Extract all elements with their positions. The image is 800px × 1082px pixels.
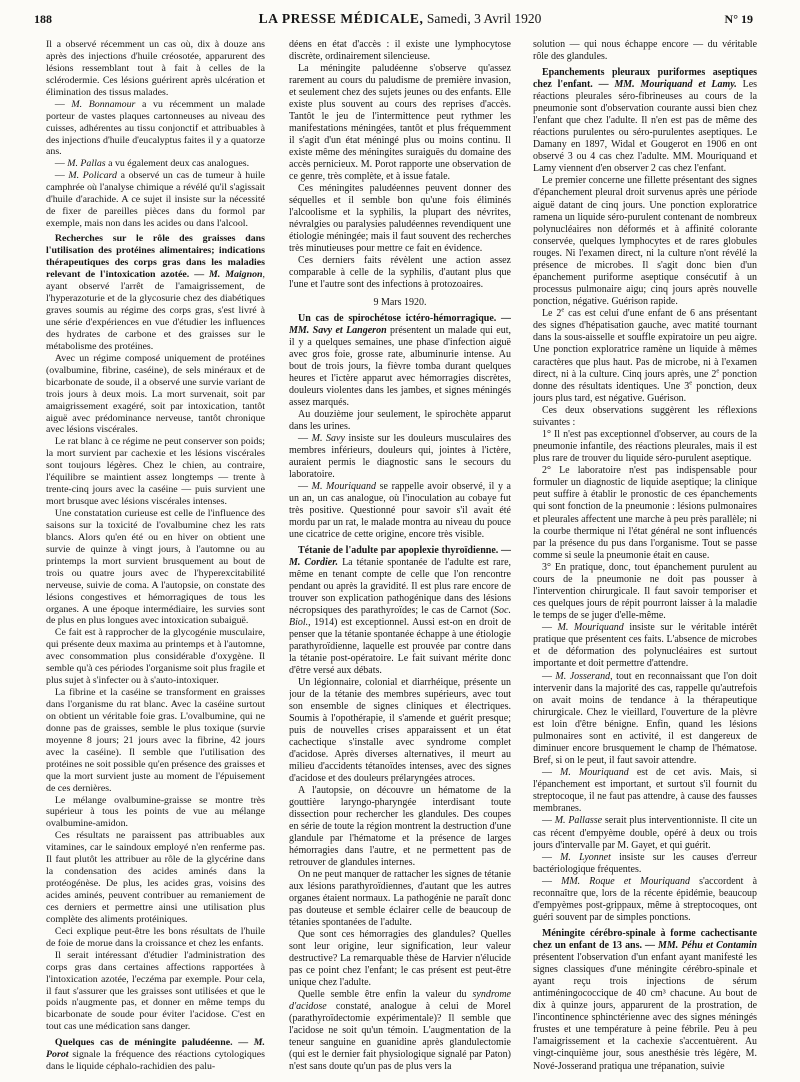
paragraph: [46, 508, 265, 627]
paragraph: [289, 433, 511, 481]
paragraph: [46, 687, 265, 794]
text-run: —: [298, 433, 312, 444]
paragraph: [533, 175, 757, 308]
text-run: La fibrine et la caséine se transforment en graisses dans l'organisme du rat blanc. Avec la caséine surtout on obtient un véritable foie gras. L'ovalbumine, qui ne donne pas de graisses, semble le plus toxique (survie moyenne 8 jours; 21 jours avec la fibrine, 42 jours avec la caséine). Il semble que l'utilisation des protéines ne soit possible qu'en présence des graisses et que la mort survient juste au moment de l'épuisement de ces dernières.: [46, 687, 265, 794]
paragraph: [46, 436, 265, 508]
text-run: , ayant observé l'arrêt de l'amaigrissement, de l'hyperazoturie et de la glycosurie chez des diabétiques graves soumis au régime des corps gras, s'est livré à une série d'expériences en vue d'étudier les influences des hydrates de carbone et des graisses sur le métabolisme des protéines.: [46, 269, 265, 352]
text-run: déens en état d'accès : il existe une lymphocytose discrète, ordinairement silencieuse.: [289, 39, 511, 62]
paragraph: [533, 815, 757, 851]
paragraph: [289, 869, 511, 929]
text-run: Un légionnaire, colonial et diarrhéique, présente un jour de la tétanie des membres supérieurs, avec tout son ensemble de signes cliniques et électriques. Soumis à l'opothérapie, il s'amende et guérit presque; puis de nouvelles crises apparaissent et un état cachectique s'installe avec syndrome complet d'acidose. Après diverses alternatives, il meurt au milieu d'accidents tétanoïdes intenses, avec des signes d'acidose et des douleurs prélaryngées atroces.: [289, 676, 511, 784]
author-name: MM. Savy et Langeron: [289, 325, 387, 336]
paragraph: [46, 353, 265, 437]
text-run: Au douzième jour seulement, le spirochète apparut dans les urines.: [289, 409, 511, 432]
issue-number: N° 19: [724, 12, 753, 26]
text-run: Le premier concerne une fillette présentant des signes d'épanchement pleural droit survenus après une période aiguë datant de cinq jours. Une ponction exploratrice ramena un liquide séro-purulent contenant de nombreux polynucléaires non déformés et à affinité colorante conservée, quelques lymphocytes et de rares globules rouges. Ni l'examen direct, ni la culture n'ont révélé la présence de microbes. Il s'agit donc bien d'un épanchement puriforme aseptique consécutif à un processus pulmonaire aigu; cinq jours après nouvelle ponction, négative. Guérison rapide.: [533, 175, 757, 308]
text-run: a vu également deux cas analogues.: [105, 158, 250, 170]
author-name: syndrome d'acidose: [289, 988, 511, 1012]
author-name: M. Josserand: [555, 670, 611, 682]
paragraph: [46, 627, 265, 687]
paragraph: [289, 183, 511, 255]
text-run: —: [541, 875, 562, 887]
section-heading: Recherches sur le rôle des graisses dans l'utilisation des protéines alimentaires; indications thérapeutiques des corps gras dans les maladies relevant de l'intoxication azotée. —: [46, 233, 265, 281]
author-name: M. Mouriquand: [557, 622, 624, 634]
text-run: —: [541, 670, 556, 682]
section-heading: Epanchements pleuraux puriformes aseptiques chez l'enfant. —: [533, 66, 757, 90]
text-run: cas est celui d'une enfant de 6 ans présentant des signes d'hépatisation gauche, avec matité tournant dans la sous-aisselle et souffle expiratoire un peu aigre. Une ponction exploratrice ramène un liquide à mêmes caractères que plus haut. Pas de microbe, ni à l'examen direct, ni à la culture. Cinq jours après, une 2: [533, 308, 757, 380]
text-run: —: [298, 481, 312, 492]
text-run: La tétanie spontanée de l'adulte est rare, même en tenant compte de celle que l'on rencontre pendant ou après la gravidité. Il est plus rare encore de trouver son explication pathogénique dans des lésions nécropsiques des parathyroïdes; le cas de Carnot (: [289, 556, 511, 616]
author-name: M. Pallasse: [554, 815, 603, 827]
text-run: se rappelle avoir observé, il y a un an, un cas analogue, où l'inoculation au cobaye fut très positive. Questionné pour savoir s'il avait été mordu par un rat, le malade montra au niveau du pouce une cicatrice de cette origine, encore très visible.: [289, 481, 511, 540]
paragraph: [46, 170, 265, 230]
text-run: Il serait intéressant d'étudier l'administration des corps gras dans certaines affections rapportées à l'intoxication azotée, l'eczéma par exemple. Pour cela, il faut s'assurer que les graisses sont utilisées et que le poids n'augmente pas, et donner en même temps du bicarbonate de soude pour éviter l'acidose. C'est en tout cas une médication sans danger.: [46, 949, 265, 1033]
section-heading: Quelques cas de méningite paludéenne. —: [54, 1036, 254, 1048]
text-run: a vu récemment un malade porteur de vastes plaques cartonneuses au niveau des cuisses, adhérentes au tissu conjonctif et attribuables à des injections d'huile d'eucalyptus faites il y a quatorze ans.: [46, 98, 265, 158]
author-name: M. Pallas: [67, 158, 106, 170]
paragraph: [533, 562, 757, 622]
text-run: Avec un régime composé uniquement de protéines (ovalbumine, fibrine, caséine), de sels minéraux et de bicarbonate de soude, il a observé une survie variant de trois jours à deux mois. La mort survenait, soit par amaigrissement exagéré, soit par intoxication, tantôt aiguë avec prédominance nerveuse, tantôt chronique avec lésions viscérales.: [46, 352, 265, 436]
text-run: Il a observé récemment un cas où, dix à douze ans après des injections d'huile créosotée, apparurent des lésions ressemblant tout à fait à celles de la sclérodermie. Ces lésions guérirent après ulcération et élimination des tissus malades.: [46, 39, 265, 98]
text-run: —: [541, 815, 555, 827]
paragraph: [533, 876, 757, 924]
text-run: ponction, deux jours plus tard, est négative. Guérison.: [533, 380, 757, 404]
paragraph: [289, 545, 511, 677]
section-heading: Méningite cérébro-spinale à forme cachectisante chez un enfant de 13 ans. —: [533, 927, 757, 951]
text-run: , 1914) est exceptionnel. Aussi est-on en droit de penser que la tétanie spontanée échappe à une étiologie parathyroïdienne, laquelle est prouvée par contre dans la tétanie post-opératoire. Le fait suivant mérite donc d'être versé aux débats.: [289, 616, 511, 676]
text-run: constaté, analogue à celui de Morel (parathyroïdectomie expérimentale)? Il semble que l'acidose ne soit qu'un témoin. L'augmentation de la teneur sanguine en guanidine après glandulectomie (qui est le dernier fait physiologique signalé par Paton) n'est sans doute qu'un pas de plus vers la: [289, 1000, 511, 1072]
paragraph: [289, 313, 511, 409]
paragraph: [46, 926, 265, 950]
text-run: , tout en reconnaissant que l'on doit intervenir dans la majorité des cas, rappelle qu'autrefois on avait moins de tendance à la thérapeutique chirurgicale. Chez le vieillard, l'ouverture de la plèvre est loin d'être bénigne. Enfin, quand les lésions pulmonaires sont en activité, il est dangereux de diminuer encore brusquement le champ de l'hématose. Bref, si on le peut, il faut savoir attendre.: [533, 670, 757, 767]
paragraph: [46, 99, 265, 159]
paragraph: [46, 1037, 265, 1073]
paragraph: [46, 39, 265, 99]
paragraph: [289, 677, 511, 785]
author-name: M. Lyonnet: [560, 851, 611, 863]
page-number: 188: [34, 12, 52, 26]
author-name: M. Mouriquand: [311, 481, 377, 492]
text-run: Une constatation curieuse est celle de l'influence des saisons sur la toxicité de l'ovalbumine chez les rats blancs. Alors qu'en été ou en hiver on obtient une survie de quinze à vingt jours, à l'automne ou au printemps la mort survient brusquement au bout de trois ou quatre jours avec de l'hyperexcitabilité nerveuse, suivie de coma. A l'autopsie, on constate des lésions congestives et hémorragiques de tous les organes. A une époque intermédiaire, les survies sont de plus en plus longues avec intoxication subaiguë.: [46, 508, 265, 627]
text-run: —: [541, 851, 561, 863]
text-run: solution — qui nous échappe encore — du véritable rôle des glandules.: [533, 39, 757, 63]
text-run: insiste sur les douleurs musculaires des membres inférieurs, douleurs qui, jointes à l'ictère, auraient permis le diagnostic sans le secours du laboratoire.: [289, 433, 511, 480]
text-run: a observé un cas de tumeur à huile camphrée où l'analyse chimique a révélé qu'il s'agissait d'huile d'arachide. A ce sujet il insiste sur la nécessité de fixer de pareilles pièces dans du formol par exemple, mais non dans les acides ou dans l'alcool.: [46, 170, 265, 230]
text-run: 2° Le laboratoire n'est pas indispensable pour formuler un diagnostic de liquide aseptique; la clinique peut suffire à établir le pronostic de ces épanchements qui sont fonction de la pneumonie : lésions pulmonaires et pleurales affectent une marche à peu près parallèle; ni la courbe thermique ni l'état général ne sont influencés par la présence du pus dans l'organisme. Tout se passe comme si seule la pneumonie était en cause.: [533, 465, 757, 561]
text-run: Ces deux observations suggèrent les réflexions suivantes :: [533, 404, 757, 428]
author-name: MM. Mouriquand et Lamy.: [614, 78, 737, 90]
paragraph: [533, 429, 757, 465]
paragraph: [533, 767, 757, 815]
text-run: Ces résultats ne paraissent pas attribuables aux vitamines, car le saindoux employé n'en renferme pas. Il faut plutôt les attribuer au rôle de la glycérine dans la condensation des acides aminés dans la protéogénèse. De plus, les acides gras, voisins des acides aminés, peuvent contribuer au remaniement de ces derniers et permettre ainsi une utilisation plus complète des aliments protéiniques.: [46, 830, 265, 925]
page-header: [0, 11, 800, 29]
text-run: —: [54, 98, 72, 110]
paragraph: [533, 671, 757, 768]
column-1: [46, 39, 265, 1073]
text-run: —: [541, 767, 561, 779]
text-run: On ne peut manquer de rattacher les signes de tétanie aux lésions parathyroïdiennes, d'autant que les autres organes étaient normaux. La pathogénie ne paraît donc pas douteuse et semble éclairer celle de beaucoup de tétanies spontanées de l'adulte.: [289, 868, 511, 928]
issue-date: Samedi, 3 Avril 1920: [423, 11, 542, 26]
session-date: 9 Mars 1920.: [373, 296, 427, 308]
paragraph: [289, 481, 511, 541]
text-run: insiste sur les causes d'erreur bactériologique fréquentes.: [533, 851, 757, 875]
paragraph: [289, 785, 511, 869]
text-run: —: [54, 170, 69, 182]
text-run: Ces derniers faits révèlent une action assez comparable à celle de la syphilis, d'autant plus que l'une et l'autre sont des infections à protozoaires.: [289, 255, 511, 290]
text-run: présentent l'observation d'un enfant ayant manifesté les signes classiques d'une méningite cérébro-spinale et ayant reçu trois injections de sérum antiméningococcique de 40 cm³ chacune. Au bout de dix à quinze jours, apparurent de la prostration, de l'incontinence sphinctérienne avec des signes méningés frustes et une température à peine fébrile. Peu à peu l'amaigrissement et la cachexie s'accentuèrent. Au vingt-cinquième jour, sous anesthésie très légère, M. Nové-Josserand pratiqua une trépanation, suivie: [533, 951, 757, 1072]
paragraph: [533, 465, 757, 562]
author-name: M. Porot: [46, 1036, 265, 1060]
paragraph: [46, 158, 265, 170]
author-name: M. Cordier.: [289, 556, 339, 568]
text-run: La méningite paludéenne s'observe qu'assez rarement au cours du paludisme de première invasion, et seulement chez des sujets jeunes ou des enfants. Elle existe plus souvent au cours des reprises d'accès. Tantôt le jeu de l'intermittence peut rythmer les manifestations méningées, tantôt et plus fréquemment il s'agit d'un état méningé plus ou moins continu. Il existe même des méningites suraiguës du domaine des accès pernicieux. M. Porot rapporte une observation de ce genre, très complète, et à issue fatale.: [289, 63, 511, 182]
paragraph: [533, 928, 757, 1073]
publication-title: LA PRESSE MÉDICALE,: [258, 11, 424, 26]
column-3: [533, 39, 757, 1073]
text-run: Que sont ces hémorragies des glandules? Quelles sont leur origine, leur signification, leur valeur destructive? La remarquable thèse de Harvier n'élucide pas ce point chez l'enfant; le cas présent est peut-être unique chez l'adulte.: [289, 928, 511, 988]
paragraph: [533, 622, 757, 670]
author-name: MM. Péhu et Contamin: [658, 939, 757, 951]
paragraph: [46, 233, 265, 352]
paragraph: [289, 63, 511, 183]
text-run: Le rat blanc à ce régime ne peut conserver son poids; la mort survient par cachexie et les lésions viscérales sont toujours légères. Chez le chien, au contraire, l'équilibre se maintient assez longtemps — trente à trente-cinq jours avec la caséine — puis survient une mort brusque avec lésions viscérales intenses.: [46, 436, 265, 508]
section-heading: Tétanie de l'adulte par apoplexie thyroïdienne. —: [298, 544, 511, 556]
text-run: —: [541, 622, 558, 634]
text-run: serait plus interventionniste. Il cite un cas récent d'empyème double, opéré à deux ou trois jours d'intervalle par M. Gayet, et qui guérit.: [533, 815, 757, 851]
paragraph: [289, 409, 511, 433]
text-run: 1° Il n'est pas exceptionnel d'observer, au cours de la pneumonie infantile, des réactions pleurales, mais il est plus rare de trouver du liquide séro-purulent aseptique.: [533, 428, 757, 465]
paragraph: [533, 39, 757, 63]
text-run: Quelle semble être enfin la valeur du: [298, 988, 473, 1000]
author-name: M. Savy: [311, 433, 345, 444]
author-name: Soc. Biol.: [289, 604, 511, 628]
superscript: e: [716, 367, 720, 375]
text-run: Le 2: [541, 308, 562, 320]
author-name: M. Bonnamour: [71, 98, 136, 110]
section-heading: Un cas de spirochétose ictéro-hémorragique. —: [298, 313, 511, 324]
text-run: est de cet avis. Mais, si l'épanchement est important, et surtout s'il fournit du streptocoque, il ne faut pas attendre, à cause des fausses membranes.: [533, 767, 757, 815]
paragraph: [46, 830, 265, 926]
paragraph: [289, 989, 511, 1073]
paragraph: [46, 795, 265, 831]
text-run: ponction donne des résultats identiques. Une 3: [533, 368, 757, 392]
superscript: e: [561, 306, 565, 314]
paragraph: [289, 39, 511, 63]
author-name: MM. Roque et Mouriquand: [561, 875, 690, 887]
text-run: A l'autopsie, on découvre un hématome de la gouttière laryngo-pharyngée interdisant toute dissection pour rechercher les glandules. Des coupes en série de toute la région montrent la destruction d'une glandule par l'hématome et la présence de larges hémorragies dans l'autre, et ne permettent pas de retrouver de glandules internes.: [289, 784, 511, 868]
text-run: —: [54, 158, 68, 170]
text-run: présentent un malade qui eut, il y a quelques semaines, une phase d'infection aiguë avec gros foie, grosse rate, albuminurie intense. Au bout de trois jours, la fièvre tomba durant quelques heures et l'ictère apparut avec hémorragies discrètes, douleurs violentes dans les jambes, et signes méningés assez marqués.: [289, 325, 511, 408]
masthead: [0, 11, 800, 27]
author-name: M. Maignon: [209, 269, 263, 281]
paragraph: [289, 255, 511, 291]
text-run: s'accordent à reconnaître que, lors de la récente épidémie, beaucoup d'empyèmes post-grippaux, même à streptocoques, ont guéri souvent par de simples ponctions.: [533, 875, 757, 924]
paragraph: [46, 950, 265, 1034]
superscript: e: [689, 379, 693, 387]
paragraph: [533, 308, 757, 405]
text-run: Ces méningites paludéennes peuvent donner des séquelles et il semble bon qu'une fois éliminés l'alcoolisme et la syphilis, la plupart des névrites, névralgies ou paralysies paludéennes revendiquent une étiologie méningée; mais il faut souvent des recherches très minutieuses pour mettre ce fait en évidence.: [289, 183, 511, 254]
text-run: Ceci explique peut-être les bons résultats de l'huile de foie de morue dans la croissance et chez les enfants.: [46, 925, 265, 949]
text-run: 3° En pratique, donc, tout épanchement purulent au cours de la pneumonie ne doit pas pousser à l'intervention chirurgicale. Il faut savoir temporiser et ces quelques jours de répit pourront laisser à la maladie le temps de se juger d'elle-même.: [533, 561, 757, 622]
text-run: Ce fait est à rapprocher de la glycogénie musculaire, qui présente deux maxima au printemps et à l'automne, avec consommation plus considérable d'oxygène. Il semble qu'à ces périodes l'organisme soit plus fragile et plus sujet à s'infecter ou à s'auto-intoxiquer.: [46, 627, 265, 687]
paragraph: [533, 852, 757, 876]
paragraph: [289, 929, 511, 989]
text-run: signale la fréquence des réactions cytologiques dans le liquide céphalo-rachidien des palu-: [46, 1048, 265, 1072]
paragraph: [533, 405, 757, 429]
text-run: Les réactions pleurales séro-fibrineuses au cours de la pneumonie sont d'observation courante aussi bien chez l'enfant que chez l'adulte. Il n'en est pas de même des réactions purulentes ou séro-purulentes aseptiques. Le Damany en 1897, Widal et Gougerot en 1906 en ont observé 3 ou 4 cas chez l'adulte. MM. Mouriquand et Lamy viennent d'en observer 2 cas chez l'enfant.: [533, 78, 757, 175]
text-run: insiste sur le véritable intérêt pratique que présentent ces faits. L'absence de microbes et de déformation des polynucléaires est surtout importante et doit permettre d'attendre.: [533, 622, 757, 670]
author-name: M. Mouriquand: [560, 767, 629, 779]
column-2: [289, 39, 511, 1073]
text-run: Le mélange ovalbumine-graisse se montre très supérieur à tous les points de vue au mélange ovalbumine-amidon.: [46, 794, 265, 830]
paragraph: [533, 67, 757, 176]
author-name: M. Policard: [68, 170, 117, 182]
